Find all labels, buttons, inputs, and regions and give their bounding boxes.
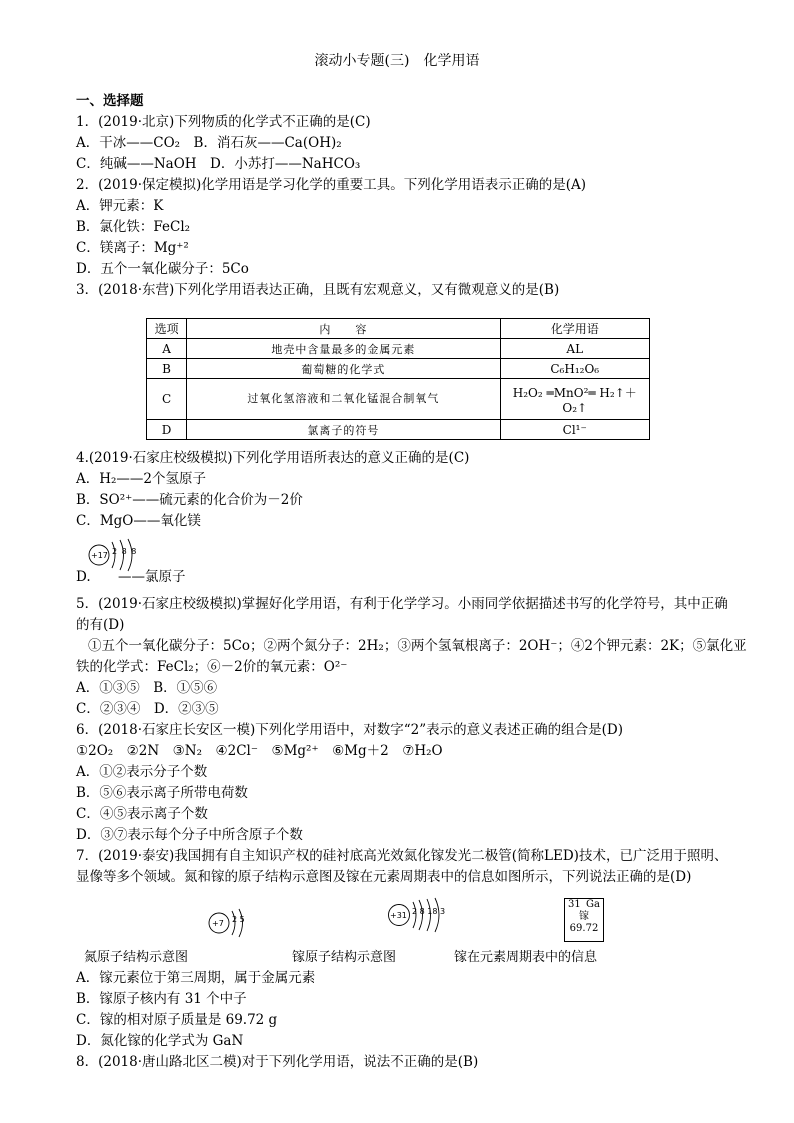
caption-nitrogen: 氮原子结构示意图 (84, 950, 189, 965)
nitrogen-atom-diagram (206, 906, 248, 940)
element-name: 镓 (579, 911, 589, 922)
nucleus-label: +7 (212, 919, 224, 928)
q4-stem: 4.(2019·石家庄校级模拟)下列化学用语所表达的意义正确的是(C) (76, 450, 470, 466)
table-row (147, 339, 650, 359)
q5-options-cd: C．②③④ D．②③⑤ (76, 701, 219, 717)
table-header-row (147, 319, 650, 339)
table-cell: H₂O₂ ═MnO²═ H₂↑＋O₂↑ (500, 379, 650, 420)
table-row (147, 359, 650, 379)
q4-option-d-label: D. (76, 569, 91, 585)
periodic-table-cell (564, 898, 604, 942)
element-symbol: Ga (586, 899, 600, 910)
table-header: 选项 (147, 319, 187, 339)
q6-items: ①2O₂ ②2N ③N₂ ④2Cl⁻ ⑤Mg²⁺ ⑥Mg＋2 ⑦H₂O (76, 743, 443, 759)
caption-periodic-info: 镓在元素周期表中的信息 (454, 950, 598, 965)
q6-option-c: C．④⑤表示离子个数 (76, 806, 208, 822)
table-cell: 氯离子的符号 (187, 420, 500, 440)
table-cell: C₆H₁₂O₆ (500, 359, 650, 379)
q8-stem: 8．(2018·唐山路北区二模)对于下列化学用语，说法不正确的是(B) (76, 1054, 479, 1070)
q6-option-b: B．⑤⑥表示离子所带电荷数 (76, 785, 248, 801)
q7-option-d: D．氮化镓的化学式为 GaN (76, 1033, 244, 1049)
nucleus-label: +31 (390, 911, 407, 920)
q2-option-c: C．镁离子：Mg⁺² (76, 240, 189, 256)
q4-option-d: ——氯原子 (118, 569, 186, 585)
shell-label: 2 8 8 (112, 547, 138, 556)
table-cell: C (147, 379, 187, 420)
atomic-number: 31 (568, 899, 581, 910)
table-cell: 地壳中含量最多的金属元素 (187, 339, 500, 359)
q4-option-b: B．SO²⁺——硫元素的化合价为－2价 (76, 492, 303, 508)
table-cell: D (147, 420, 187, 440)
q3-table (146, 318, 650, 440)
q7-stem-line1: 7．(2019·泰安)我国拥有自主知识产权的硅衬底高光效氮化镓发光二极管(简称LED)技术，已广泛用于照明、 (76, 848, 728, 864)
q5-options-ab: A．①③⑤ B．①⑤⑥ (76, 680, 218, 696)
q2-option-b: B．氯化铁：FeCl₂ (76, 219, 191, 235)
table-cell: A (147, 339, 187, 359)
table-cell: 葡萄糖的化学式 (187, 359, 500, 379)
q7-option-c: C．镓的相对原子质量是 69.72 g (76, 1012, 278, 1028)
q1-options-cd: C．纯碱——NaOH D．小苏打——NaHCO₃ (76, 156, 361, 172)
table-cell: Cl¹⁻ (500, 420, 650, 440)
q5-stem-line1: 5．(2019·石家庄校级模拟)掌握好化学用语，有利于化学学习。小雨同学依据描述书写的化学符号，其中正确 (76, 596, 728, 612)
q6-option-d: D．③⑦表示每个分子中所含原子个数 (76, 827, 303, 843)
shell-label: 2 8 18 3 (412, 907, 446, 916)
q2-stem: 2．(2019·保定模拟)化学用语是学习化学的重要工具。下列化学用语表示正确的是(A) (76, 177, 587, 193)
q5-body-line2: 铁的化学式：FeCl₂；⑥－2价的氧元素：O²⁻ (76, 659, 348, 675)
atomic-mass: 69.72 (569, 923, 599, 934)
nucleus-label: +17 (91, 551, 108, 560)
q6-option-a: A．①②表示分子个数 (76, 764, 208, 780)
caption-gallium: 镓原子结构示意图 (292, 950, 397, 965)
q1-stem: 1．(2019·北京)下列物质的化学式不正确的是(C) (76, 114, 371, 130)
table-cell: 过氧化氢溶液和二氧化锰混合制氧气 (187, 379, 500, 420)
section-heading: 一、选择题 (76, 93, 144, 109)
table-header: 内 容 (187, 319, 500, 339)
table-cell: B (147, 359, 187, 379)
shell-label: 2 5 (232, 915, 245, 924)
q7-stem-line2: 显像等多个领域。氮和镓的原子结构示意图及镓在元素周期表中的信息如图所示，下列说法正确的是(D) (76, 869, 692, 885)
q2-option-d: D．五个一氧化碳分子：5Co (76, 261, 249, 277)
q2-option-a: A．钾元素：K (76, 198, 164, 214)
q3-stem: 3．(2018·东营)下列化学用语表达正确，且既有宏观意义，又有微观意义的是(B) (76, 282, 560, 298)
q1-options-ab: A．干冰——CO₂ B．消石灰——Ca(OH)₂ (76, 135, 342, 151)
gallium-atom-diagram (386, 897, 446, 933)
q5-body-line1: ①五个一氧化碳分子：5Co；②两个氮分子：2H₂；③两个氢氧根离子：2OH⁻；④2个钾元素：2K；⑤氯化亚 (88, 638, 747, 654)
q4-option-a: A．H₂——2个氢原子 (76, 471, 207, 487)
table-header: 化学用语 (500, 319, 650, 339)
page-title: 滚动小专题(三) 化学用语 (314, 53, 480, 69)
table-row (147, 379, 650, 420)
table-row (147, 420, 650, 440)
table-cell: AL (500, 339, 650, 359)
q5-stem-line2: 的有(D) (76, 617, 125, 633)
q7-option-a: A．镓元素位于第三周期，属于金属元素 (76, 970, 316, 986)
q4-option-c: C．MgO——氧化镁 (76, 513, 201, 529)
q7-option-b: B．镓原子核内有 31 个中子 (76, 991, 247, 1007)
q6-stem: 6．(2018·石家庄长安区一模)下列化学用语中，对数字“2”表示的意义表述正确的组合是(D) (76, 722, 624, 738)
